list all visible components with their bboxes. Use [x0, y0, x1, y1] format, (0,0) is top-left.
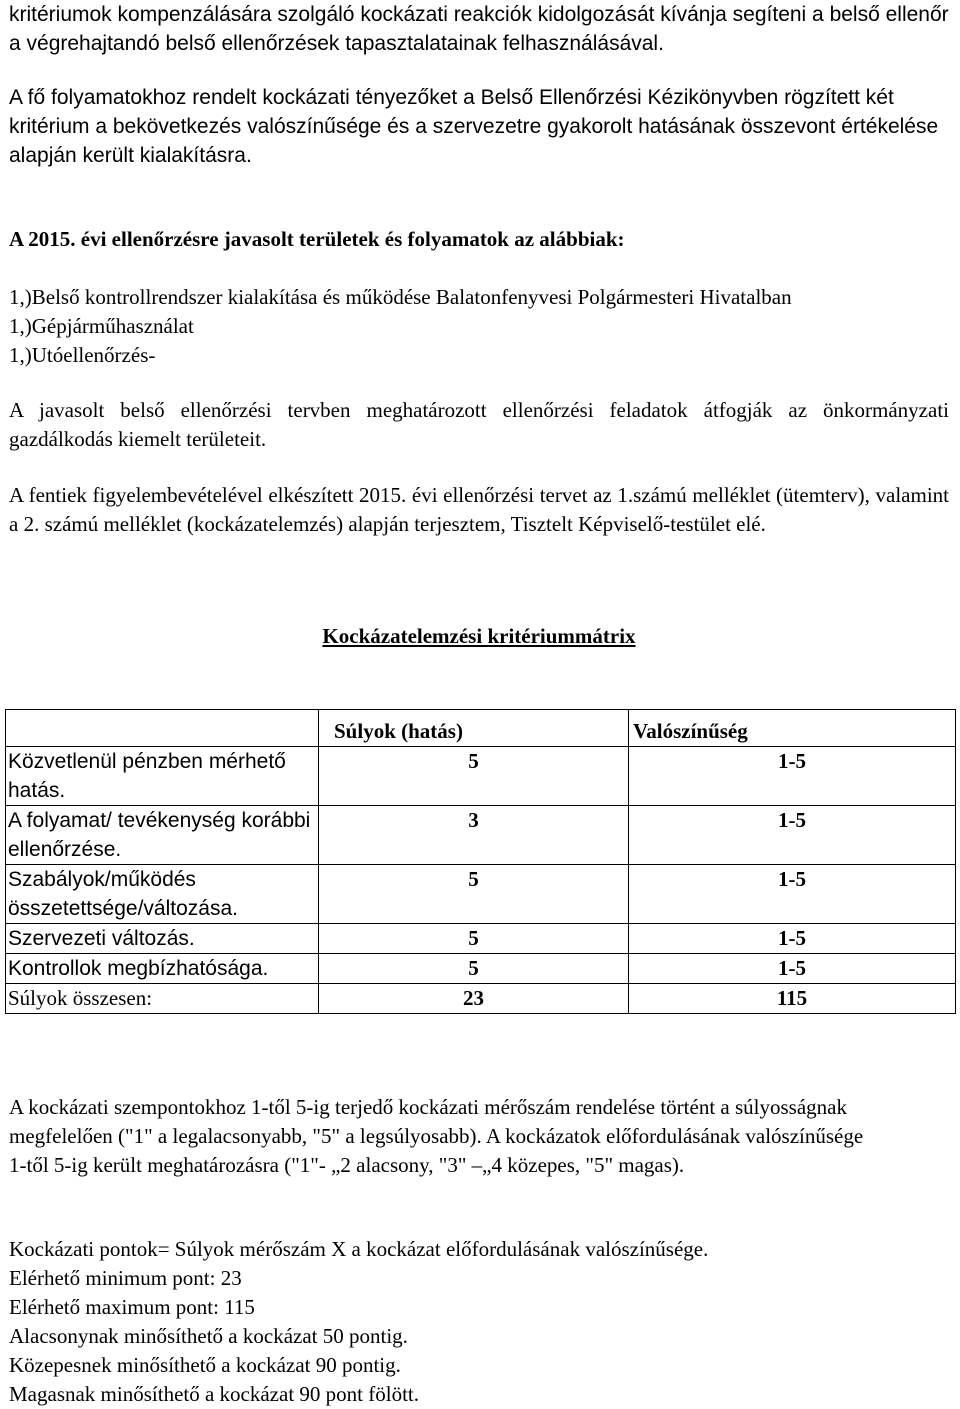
- matrix-header-row: [6, 710, 956, 747]
- low-risk-line: Alacsonynak minősíthető a kockázat 50 pontig.: [9, 1324, 408, 1348]
- probability-cell: 1-5: [629, 954, 956, 984]
- criterion-cell: Szervezeti változás.: [6, 924, 319, 954]
- table-row: [6, 924, 956, 954]
- weight-cell: 3: [319, 806, 629, 865]
- matrix-header-criterion: [6, 710, 319, 747]
- total-label-cell: Súlyok összesen:: [6, 984, 319, 1014]
- total-probability-cell: 115: [629, 984, 956, 1014]
- criterion-cell: Szabályok/működés összetettsége/változása.: [6, 865, 319, 924]
- matrix-total-row: [6, 984, 956, 1014]
- audit-areas-heading: A 2015. évi ellenőrzésre javasolt területek és folyamatok az alábbiak:: [9, 227, 625, 251]
- minimum-points-line: Elérhető minimum pont: 23: [9, 1266, 242, 1290]
- risk-points-block: [9, 1235, 708, 1409]
- matrix-header-weight: [319, 710, 629, 747]
- risk-points-formula: Kockázati pontok= Súlyok mérőszám X a kockázat előfordulásának valószínűsége.: [9, 1237, 709, 1261]
- weight-cell: 5: [319, 924, 629, 954]
- matrix-header-probability-label: Valószínűség: [633, 719, 748, 743]
- probability-cell: 1-5: [629, 865, 956, 924]
- maximum-points-line: Elérhető maximum pont: 115: [9, 1295, 255, 1319]
- risk-criteria-matrix: [5, 709, 956, 1014]
- table-row: [6, 865, 956, 924]
- probability-cell: 1-5: [629, 806, 956, 865]
- total-weight-cell: 23: [319, 984, 629, 1014]
- conclusion-paragraph: A fentiek figyelembevételével elkészített 2015. évi ellenőrzési tervet az 1.számú melléklet (ütemterv), valamint a 2. számú melléklet (kockázatelemzés) alapján terjesztem, Tisztelt Képviselő-testület elé.: [9, 483, 949, 536]
- probability-cell: 1-5: [629, 924, 956, 954]
- probability-cell: 1-5: [629, 747, 956, 806]
- audit-area-item: 1,)Belső kontrollrendszer kialakítása és működése Balatonfenyvesi Polgármesteri Hivatalban: [9, 285, 792, 309]
- criterion-cell: Közvetlenül pénzben mérhető hatás.: [6, 747, 319, 806]
- proposal-paragraph: A javasolt belső ellenőrzési tervben meghatározott ellenőrzési feladatok átfogják az önkormányzati gazdálkodás kiemelt területeit.: [9, 398, 949, 451]
- audit-area-item: 1,)Utóellenőrzés-: [9, 343, 156, 367]
- criterion-cell: A folyamat/ tevékenység korábbi ellenőrzése.: [6, 806, 319, 865]
- matrix-title: Kockázatelemzési kritériummátrix: [322, 624, 636, 648]
- table-row: [6, 747, 956, 806]
- weight-cell: 5: [319, 865, 629, 924]
- table-row: [6, 806, 956, 865]
- weight-cell: 5: [319, 747, 629, 806]
- criterion-cell: Kontrollok megbízhatósága.: [6, 954, 319, 984]
- high-risk-line: Magasnak minősíthető a kockázat 90 pont fölött.: [9, 1382, 419, 1406]
- matrix-header-weight-label: Súlyok (hatás): [334, 719, 463, 743]
- table-row: [6, 954, 956, 984]
- scoring-explanation-paragraph: A kockázati szempontokhoz 1-től 5-ig terjedő kockázati mérőszám rendelése történt a súlyosságnak megfelelően ("1" a legalacsonyabb, "5" a legsúlyosabb). A kockázatok előfordulásának valószínűsége 1-től 5-ig került meghatározásra ("1"- „2 alacsony, "3" –„4 közepes, "5" magas).: [9, 1095, 864, 1177]
- audit-area-item: 1,)Gépjárműhasználat: [9, 314, 194, 338]
- medium-risk-line: Közepesnek minősíthető a kockázat 90 pontig.: [9, 1353, 401, 1377]
- risk-factors-paragraph: A fő folyamatokhoz rendelt kockázati tényezőket a Belső Ellenőrzési Kézikönyvben rögzített két kritérium a bekövetkezés valószínűsége és a szervezetre gyakorolt hatásának összevont értékelése alapján került kialakításra.: [9, 86, 939, 167]
- matrix-header-probability: [629, 710, 956, 747]
- audit-areas-list: [9, 283, 792, 370]
- intro-continuation-paragraph: kritériumok kompenzálására szolgáló kockázati reakciók kidolgozását kívánja segíteni a belső ellenőr a végrehajtandó belső ellenőrzések tapasztalatainak felhasználásával.: [9, 3, 949, 55]
- weight-cell: 5: [319, 954, 629, 984]
